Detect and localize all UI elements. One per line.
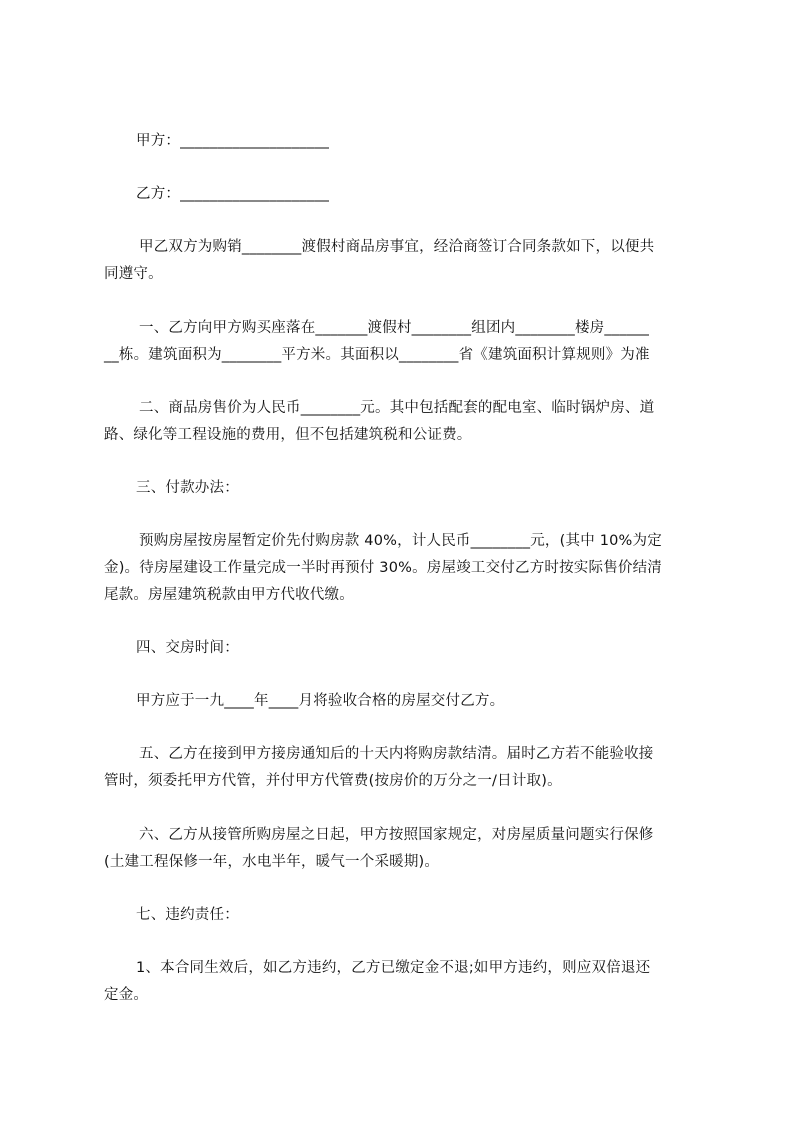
clause-1-line-1: 一、乙方向甲方购买座落在_______渡假村________组团内________楼房______ xyxy=(139,320,650,336)
clause-5-line-1: 五、乙方在接到甲方接房通知后的十天内将购房款结清。届时乙方若不能验收接 xyxy=(139,746,654,762)
clause-5-line-2: 管时，须委托甲方代管，并付甲方代管费(按房价的万分之一/日计取)。 xyxy=(104,773,562,789)
clause-6-line-2: (土建工程保修一年，水电半年，暖气一个采暖期)。 xyxy=(104,854,440,870)
clause-4-line-1: 甲方应于一九____年____月将验收合格的房屋交付乙方。 xyxy=(136,693,505,709)
clause-3-heading: 三、付款办法： xyxy=(136,480,239,496)
clause-2-line-1: 二、商品房售价为人民币________元。其中包括配套的配电室、临时锅炉房、道 xyxy=(139,400,655,416)
intro-line-2: 同遵守。 xyxy=(104,266,163,282)
party-b-line: 乙方：____________________ xyxy=(136,186,330,202)
clause-7-heading: 七、违约责任： xyxy=(136,907,239,923)
clause-6-line-1: 六、乙方从接管所购房屋之日起，甲方按照国家规定，对房屋质量问题实行保修 xyxy=(139,827,654,843)
clause-7-item-1-line-1: 1、本合同生效后，如乙方违约，乙方已缴定金不退;如甲方违约，则应双倍退还 xyxy=(136,960,651,976)
clause-3-line-3: 尾款。房屋建筑税款由甲方代收代缴。 xyxy=(104,587,354,603)
intro-line-1: 甲乙双方为购销________渡假村商品房事宜，经洽商签订合同条款如下，以便共 xyxy=(139,239,655,255)
clause-1-line-2: __栋。建筑面积为________平方米。其面积以________省《建筑面积计算规则》为准 xyxy=(104,347,650,363)
clause-7-item-1-line-2: 定金。 xyxy=(104,987,149,1003)
clause-3-line-2: 金)。待房屋建设工作量完成一半时再预付 30%。房屋竣工交付乙方时按实际售价结清 xyxy=(104,560,662,576)
party-a-line: 甲方：____________________ xyxy=(136,133,330,149)
clause-2-line-2: 路、绿化等工程设施的费用，但不包括建筑税和公证费。 xyxy=(104,427,472,443)
clause-3-line-1: 预购房屋按房屋暂定价先付购房款 40%，计人民币________元，(其中 10%为定 xyxy=(139,533,662,549)
clause-4-heading: 四、交房时间： xyxy=(136,640,239,656)
